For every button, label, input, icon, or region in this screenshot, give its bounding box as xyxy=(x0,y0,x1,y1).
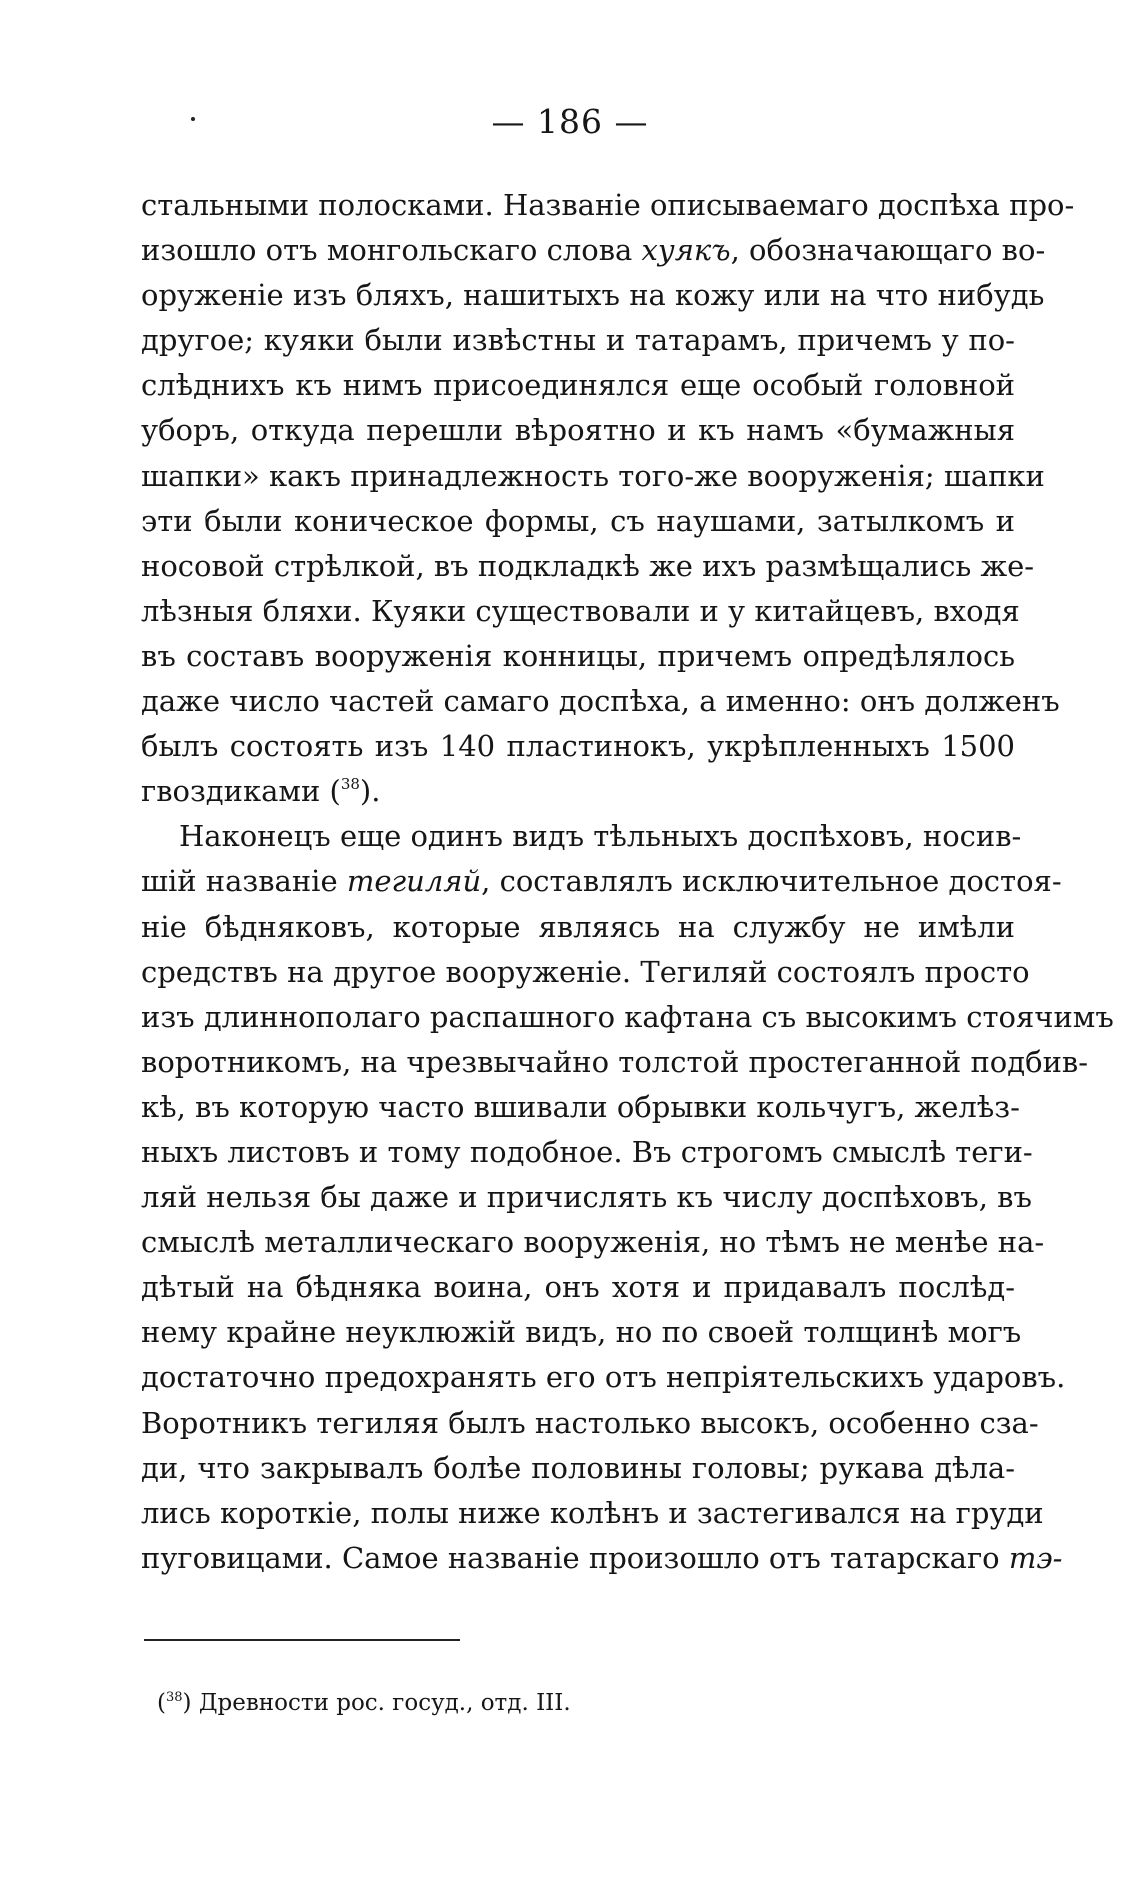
text-line: ніе бѣдняковъ, которые являясь на службу не имѣли xyxy=(141,909,1015,944)
text-fragment: ). xyxy=(359,774,381,809)
text-line: уборъ, откуда перешли вѣроятно и къ намъ «бумажныя xyxy=(141,413,1015,448)
text-line: носовой стрѣлкой, въ подкладкѣ же ихъ размѣщались же- xyxy=(141,548,1035,583)
text-fragment: , обозначающаго во- xyxy=(730,233,1046,268)
text-line: шапки» какъ принадлежность того-же вооруженія; шапки xyxy=(141,458,1045,493)
text-line: стальными полосками. Названіе описываемаго доспѣха про- xyxy=(141,188,1075,222)
text-line: дѣтый на бѣдняка воина, онъ хотя и придавалъ послѣд- xyxy=(141,1270,1015,1305)
footnote-close-paren: ) xyxy=(182,1690,192,1716)
text-line: ди, что закрывалъ болѣе половины головы; рукава дѣла- xyxy=(141,1450,1015,1485)
text-line: лѣзныя бляхи. Куяки существовали и у китайцевъ, входя xyxy=(141,593,1020,628)
text-fragment: , составлялъ исключительное достоя- xyxy=(481,864,1062,899)
text-line: ныхъ листовъ и тому подобное. Въ строгомъ смыслѣ теги- xyxy=(141,1134,1033,1169)
paragraph-start-line: Наконецъ еще одинъ видъ тѣльныхъ доспѣховъ, носив- xyxy=(179,819,1022,854)
footnote xyxy=(157,1688,571,1718)
text-line: въ составъ вооруженія конницы, причемъ опредѣлялось xyxy=(141,638,1015,673)
footnote-text: Древности рос. госуд., отд. III. xyxy=(191,1690,571,1716)
term-tegilyay: тегиляй xyxy=(346,864,482,899)
footnote-marker: 38 xyxy=(165,1690,183,1705)
text-line: средствъ на другое вооруженіе. Тегиляй состоялъ просто xyxy=(141,954,1030,989)
footnote-separator xyxy=(144,1639,460,1641)
text-line: воротникомъ, на чрезвычайно толстой простеганной подбив- xyxy=(141,1044,1089,1079)
text-line: нему крайне неуклюжій видъ, но по своей толщинѣ могъ xyxy=(141,1315,1022,1350)
text-line: былъ состоять изъ 140 пластинокъ, укрѣпленныхъ 1500 xyxy=(141,729,1015,764)
text-line: оруженіе изъ бляхъ, нашитыхъ на кожу или на что нибудь xyxy=(141,278,1045,313)
text-fragment: изошло отъ монгольскаго слова xyxy=(141,233,642,268)
text-line: ляй нельзя бы даже и причислять къ числу доспѣховъ, въ xyxy=(141,1180,1032,1215)
text-fragment: шій названіе xyxy=(141,864,347,899)
text-fragment: гвоздиками ( xyxy=(141,774,341,809)
text-line: изъ длиннополаго распашного кафтана съ высокимъ стоячимъ xyxy=(141,999,1114,1034)
text-line: смыслѣ металлическаго вооруженія, но тѣмъ не менѣе на- xyxy=(141,1225,1045,1260)
text-line xyxy=(141,769,1015,814)
text-line: эти были коническое формы, съ наушами, затылкомъ и xyxy=(141,503,1015,538)
text-line xyxy=(141,859,1062,904)
text-line xyxy=(141,1536,1063,1581)
text-fragment: пуговицами. Самое названіе произошло отъ татарскаго xyxy=(141,1540,1009,1575)
text-line xyxy=(141,228,1046,273)
text-line: достаточно предохранять его отъ непріятельскихъ ударовъ. xyxy=(141,1360,1066,1395)
page-number: — 186 — xyxy=(491,102,649,141)
body-text xyxy=(141,183,1114,1581)
term-khuyak: хуякъ xyxy=(641,233,731,268)
text-line: лись короткіе, полы ниже колѣнъ и застегивался на груди xyxy=(141,1495,1044,1530)
text-line: слѣднихъ къ нимъ присоединялся еще особый головной xyxy=(141,368,1015,403)
term-continuation: тэ- xyxy=(1008,1540,1063,1575)
text-line: даже число частей самаго доспѣха, а именно: онъ долженъ xyxy=(141,684,1060,719)
text-line: кѣ, въ которую часто вшивали обрывки кольчугъ, желѣз- xyxy=(141,1089,1020,1124)
footnote-reference[interactable]: 38 xyxy=(340,775,360,794)
footnote-open-paren: ( xyxy=(157,1690,166,1716)
text-line: Воротникъ тегиляя былъ настолько высокъ, особенно сза- xyxy=(141,1405,1039,1440)
text-line: другое; куяки были извѣстны и татарамъ, причемъ у по- xyxy=(141,323,1015,358)
